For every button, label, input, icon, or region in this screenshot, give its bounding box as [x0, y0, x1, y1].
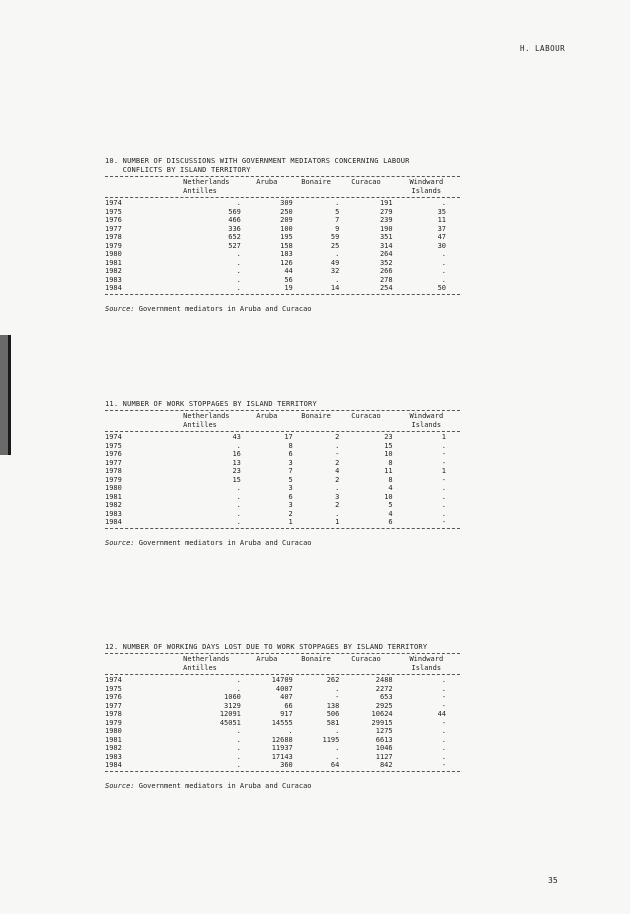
source-text: Government mediators in Aruba and Curacao [134, 304, 312, 313]
table-row [105, 702, 460, 711]
value-cell: 250 [280, 207, 293, 216]
value-cell: 278 [379, 275, 393, 284]
table-title: 11. NUMBER OF WORK STOPPAGES BY ISLAND TERRITORY [105, 400, 317, 408]
value-cell: . [441, 727, 446, 735]
value-cell: . [236, 258, 241, 267]
value-cell: 8 [288, 441, 293, 450]
value-cell: . [441, 509, 446, 518]
value-cell: 3 [288, 501, 293, 509]
value-cell: . [441, 684, 446, 693]
table-row [105, 199, 460, 208]
value-cell: . [335, 744, 340, 752]
year-cell: 1979 [105, 241, 122, 250]
value-cell: 59 [330, 233, 340, 241]
value-cell: - [441, 693, 446, 701]
header-row-2 [105, 421, 460, 430]
value-cell: 1 [441, 433, 446, 441]
value-cell: 279 [379, 207, 393, 216]
value-cell: . [441, 199, 446, 207]
value-cell: 2 [335, 433, 340, 441]
value-cell: 6613 [375, 735, 393, 744]
value-cell: . [236, 744, 241, 752]
table-row [105, 518, 460, 527]
table-row [105, 276, 460, 285]
table-row [105, 250, 460, 259]
col-curacao: Curacao [351, 655, 381, 663]
value-cell: . [441, 441, 446, 450]
value-cell: 47 [437, 233, 446, 241]
col-aruba: Aruba [256, 655, 278, 663]
value-cell: 2488 [375, 676, 393, 684]
year-cell: 1982 [105, 267, 122, 275]
value-cell: - [441, 761, 446, 769]
value-cell: 6 [388, 518, 393, 526]
year-cell: 1984 [105, 761, 122, 769]
value-cell: 14709 [271, 676, 293, 684]
col-windward-islands-2: Islands [411, 187, 442, 195]
table-row [105, 233, 460, 242]
value-cell: 351 [379, 233, 393, 241]
header-row [105, 412, 460, 421]
table-row [105, 685, 460, 694]
source-text: Government mediators in Aruba and Curacao [134, 538, 312, 547]
value-cell: 1046 [375, 744, 393, 752]
year-cell: 1983 [105, 275, 122, 284]
value-cell: . [335, 752, 340, 761]
value-cell: 653 [379, 693, 393, 701]
source-text: Government mediators in Aruba and Curacao [134, 781, 312, 790]
value-cell: 50 [437, 284, 446, 292]
value-cell: . [335, 275, 340, 284]
value-cell: 2272 [375, 684, 393, 693]
value-cell: 19 [284, 284, 293, 292]
year-cell: 1980 [105, 250, 122, 258]
table-row [105, 510, 460, 519]
table-12-section [105, 643, 460, 791]
rule [105, 528, 460, 529]
value-cell: 11937 [271, 744, 293, 752]
value-cell: 7 [335, 216, 340, 224]
rule [105, 431, 460, 432]
year-cell: 1976 [105, 693, 122, 701]
value-cell: 56 [284, 275, 293, 284]
page-number: 35 [548, 876, 558, 885]
value-cell: 16 [232, 450, 241, 458]
table-row [105, 259, 460, 268]
col-windward-islands: Windward [409, 178, 444, 186]
table-row [105, 216, 460, 225]
data-table [105, 412, 460, 527]
value-cell: 4 [388, 484, 393, 492]
col-windward-islands: Windward [409, 412, 444, 420]
value-cell: . [236, 735, 241, 744]
table-10-section [105, 157, 460, 314]
value-cell: . [236, 676, 241, 684]
table-row [105, 727, 460, 736]
value-cell: - [441, 450, 446, 458]
value-cell: 336 [228, 224, 241, 233]
value-cell: 314 [379, 241, 393, 250]
year-cell: 1975 [105, 441, 122, 450]
year-cell: 1977 [105, 224, 122, 233]
value-cell: . [441, 484, 446, 492]
rule [105, 410, 460, 411]
value-cell: 158 [280, 241, 293, 250]
rule [105, 674, 460, 675]
value-cell: 3 [288, 484, 293, 492]
source-note [105, 539, 460, 548]
running-header: H. LABOUR [520, 44, 566, 53]
value-cell: 2 [335, 475, 340, 484]
table-row [105, 267, 460, 276]
value-cell: 10 [384, 492, 393, 501]
value-cell: 100 [280, 224, 293, 233]
value-cell: . [441, 744, 446, 752]
value-cell: 49 [330, 258, 340, 267]
value-cell: . [441, 752, 446, 761]
table-row [105, 450, 460, 459]
value-cell: . [236, 199, 241, 207]
value-cell: . [441, 275, 446, 284]
value-cell: 527 [228, 241, 241, 250]
value-cell: 917 [280, 710, 293, 718]
table-row [105, 467, 460, 476]
col-windward-islands-2: Islands [411, 664, 442, 672]
value-cell: 37 [437, 224, 446, 233]
year-cell: 1979 [105, 718, 122, 727]
rule [105, 197, 460, 198]
year-cell: 1977 [105, 458, 122, 467]
value-cell: 581 [326, 718, 340, 727]
value-cell: 842 [379, 761, 393, 769]
value-cell: 12091 [219, 710, 241, 718]
value-cell: 506 [326, 710, 340, 718]
table-title-cont: CONFLICTS BY ISLAND TERRITORY [105, 166, 251, 174]
table-row [105, 761, 460, 770]
scan-edge-mark [0, 335, 8, 455]
col-bonaire: Bonaire [301, 178, 331, 186]
year-cell: 1981 [105, 735, 122, 744]
value-cell: 8 [388, 475, 393, 484]
value-cell: . [335, 250, 340, 258]
col-windward-islands-2: Islands [411, 421, 442, 429]
table-row [105, 208, 460, 217]
source-note [105, 782, 460, 791]
value-cell: 254 [379, 284, 393, 292]
rule [105, 771, 460, 772]
value-cell: 15 [384, 441, 393, 450]
value-cell: 190 [379, 224, 393, 233]
value-cell: 9 [335, 224, 340, 233]
col-curacao: Curacao [351, 412, 381, 420]
value-cell: - [441, 475, 446, 484]
table-row [105, 476, 460, 485]
value-cell: 5 [335, 207, 340, 216]
value-cell: 14 [330, 284, 340, 292]
year-cell: 1975 [105, 207, 122, 216]
year-cell: 1983 [105, 509, 122, 518]
col-aruba: Aruba [256, 412, 278, 420]
value-cell: . [335, 441, 340, 450]
value-cell: . [236, 275, 241, 284]
value-cell: 138 [326, 701, 340, 710]
header-row-2 [105, 187, 460, 196]
value-cell: 23 [384, 433, 393, 441]
col-netherlands-antilles: Netherlands [183, 655, 230, 663]
value-cell: - [335, 450, 340, 458]
source-label: Source: [105, 304, 135, 313]
value-cell: . [335, 484, 340, 492]
value-cell: 13 [232, 458, 241, 467]
value-cell: 35 [437, 207, 446, 216]
value-cell: . [441, 250, 446, 258]
value-cell: 15 [232, 475, 241, 484]
year-cell: 1979 [105, 475, 122, 484]
value-cell: 1275 [375, 727, 393, 735]
rule [105, 176, 460, 177]
value-cell: - [441, 458, 446, 467]
data-table [105, 178, 460, 293]
year-cell: 1978 [105, 233, 122, 241]
value-cell: . [335, 509, 340, 518]
value-cell: 8 [388, 458, 393, 467]
value-cell: 352 [379, 258, 393, 267]
value-cell: . [441, 492, 446, 501]
year-cell: 1984 [105, 518, 122, 526]
year-cell: 1980 [105, 727, 122, 735]
scan-edge-shadow [8, 335, 11, 455]
data-table [105, 655, 460, 770]
value-cell: 25 [330, 241, 340, 250]
table-row [105, 736, 460, 745]
value-cell: 4007 [275, 684, 293, 693]
value-cell: 4 [388, 509, 393, 518]
year-cell: 1981 [105, 492, 122, 501]
value-cell: 17143 [271, 752, 293, 761]
value-cell: 66 [284, 701, 293, 710]
source-note [105, 305, 460, 314]
table-row [105, 284, 460, 293]
value-cell: - [441, 701, 446, 710]
value-cell: 5 [388, 501, 393, 509]
table-row [105, 433, 460, 442]
value-cell: . [441, 258, 446, 267]
value-cell: 2 [335, 501, 340, 509]
table-row [105, 753, 460, 762]
header-row-2 [105, 664, 460, 673]
year-cell: 1974 [105, 433, 122, 441]
value-cell: 4 [335, 467, 340, 475]
value-cell: . [335, 727, 340, 735]
source-label: Source: [105, 538, 135, 547]
year-cell: 1976 [105, 216, 122, 224]
value-cell: 126 [280, 258, 293, 267]
col-windward-islands: Windward [409, 655, 444, 663]
value-cell: 2 [288, 509, 293, 518]
value-cell: . [441, 735, 446, 744]
value-cell: 360 [280, 761, 293, 769]
value-cell: . [236, 761, 241, 769]
value-cell: 2 [335, 458, 340, 467]
value-cell: 11 [384, 467, 393, 475]
value-cell: . [236, 250, 241, 258]
value-cell: 191 [379, 199, 393, 207]
value-cell: - [335, 693, 340, 701]
source-label: Source: [105, 781, 135, 790]
value-cell: . [236, 484, 241, 492]
value-cell: 10 [384, 450, 393, 458]
value-cell: . [335, 684, 340, 693]
value-cell: . [236, 684, 241, 693]
col-netherlands-antilles-2: Antilles [183, 421, 217, 429]
value-cell: 14555 [271, 718, 293, 727]
table-row [105, 242, 460, 251]
year-cell: 1976 [105, 450, 122, 458]
value-cell: 5 [288, 475, 293, 484]
value-cell: 45051 [219, 718, 241, 727]
table-row [105, 459, 460, 468]
year-cell: 1982 [105, 501, 122, 509]
value-cell: 1127 [375, 752, 393, 761]
value-cell: . [236, 267, 241, 275]
year-cell: 1974 [105, 676, 122, 684]
table-row [105, 693, 460, 702]
header-row [105, 655, 460, 664]
table-row [105, 744, 460, 753]
value-cell: 7 [288, 467, 293, 475]
value-cell: 11 [437, 216, 446, 224]
value-cell: 1 [288, 518, 293, 526]
year-cell: 1984 [105, 284, 122, 292]
value-cell: 266 [379, 267, 393, 275]
value-cell: 466 [228, 216, 241, 224]
value-cell: . [236, 518, 241, 526]
value-cell: . [236, 492, 241, 501]
value-cell: . [236, 284, 241, 292]
table-row [105, 501, 460, 510]
col-curacao: Curacao [351, 178, 381, 186]
value-cell: 3129 [224, 701, 241, 710]
value-cell: 64 [330, 761, 340, 769]
value-cell: 1195 [322, 735, 340, 744]
year-cell: 1982 [105, 744, 122, 752]
col-bonaire: Bonaire [301, 655, 331, 663]
col-netherlands-antilles: Netherlands [183, 412, 230, 420]
value-cell: 195 [280, 233, 293, 241]
value-cell: 239 [379, 216, 393, 224]
rule [105, 653, 460, 654]
table-row [105, 676, 460, 685]
year-cell: 1978 [105, 467, 122, 475]
value-cell: 6 [288, 492, 293, 501]
value-cell: 3 [288, 458, 293, 467]
year-cell: 1974 [105, 199, 122, 207]
value-cell: 407 [280, 693, 293, 701]
value-cell: . [236, 727, 241, 735]
value-cell: . [441, 267, 446, 275]
value-cell: 44 [437, 710, 446, 718]
value-cell: 1 [335, 518, 340, 526]
col-netherlands-antilles: Netherlands [183, 178, 230, 186]
value-cell: 23 [232, 467, 241, 475]
rule [105, 294, 460, 295]
year-cell: 1975 [105, 684, 122, 693]
value-cell: 262 [326, 676, 340, 684]
table-row [105, 719, 460, 728]
value-cell: 1060 [224, 693, 241, 701]
value-cell: - [441, 718, 446, 727]
value-cell: . [236, 752, 241, 761]
value-cell: . [236, 441, 241, 450]
header-row [105, 178, 460, 187]
value-cell: 2925 [375, 701, 393, 710]
year-cell: 1980 [105, 484, 122, 492]
col-aruba: Aruba [256, 178, 278, 186]
year-cell: 1977 [105, 701, 122, 710]
value-cell: . [441, 676, 446, 684]
table-row [105, 442, 460, 451]
value-cell: 209 [280, 216, 293, 224]
value-cell: 264 [379, 250, 393, 258]
year-cell: 1983 [105, 752, 122, 761]
table-row [105, 484, 460, 493]
value-cell: 183 [280, 250, 293, 258]
value-cell: 30 [437, 241, 446, 250]
value-cell: . [288, 727, 293, 735]
table-title: 10. NUMBER OF DISCUSSIONS WITH GOVERNMENT MEDIATORS CONCERNING LABOUR [105, 157, 410, 165]
table-row [105, 710, 460, 719]
value-cell: . [335, 199, 340, 207]
value-cell: 309 [280, 199, 293, 207]
table-row [105, 225, 460, 234]
table-11-section [105, 400, 460, 548]
col-bonaire: Bonaire [301, 412, 331, 420]
col-netherlands-antilles-2: Antilles [183, 187, 217, 195]
value-cell: 17 [284, 433, 293, 441]
col-netherlands-antilles-2: Antilles [183, 664, 217, 672]
value-cell: 29915 [371, 718, 393, 727]
value-cell: 12688 [271, 735, 293, 744]
value-cell: - [441, 518, 446, 526]
value-cell: 652 [228, 233, 241, 241]
value-cell: 1 [441, 467, 446, 475]
year-cell: 1978 [105, 710, 122, 718]
value-cell: . [441, 501, 446, 509]
value-cell: . [236, 501, 241, 509]
table-row [105, 493, 460, 502]
value-cell: 569 [228, 207, 241, 216]
value-cell: 32 [330, 267, 340, 275]
value-cell: 10624 [371, 710, 393, 718]
value-cell: 6 [288, 450, 293, 458]
value-cell: 3 [335, 492, 340, 501]
value-cell: . [236, 509, 241, 518]
value-cell: 44 [284, 267, 293, 275]
table-title: 12. NUMBER OF WORKING DAYS LOST DUE TO WORK STOPPAGES BY ISLAND TERRITORY [105, 643, 428, 651]
value-cell: 43 [232, 433, 241, 441]
year-cell: 1981 [105, 258, 122, 267]
